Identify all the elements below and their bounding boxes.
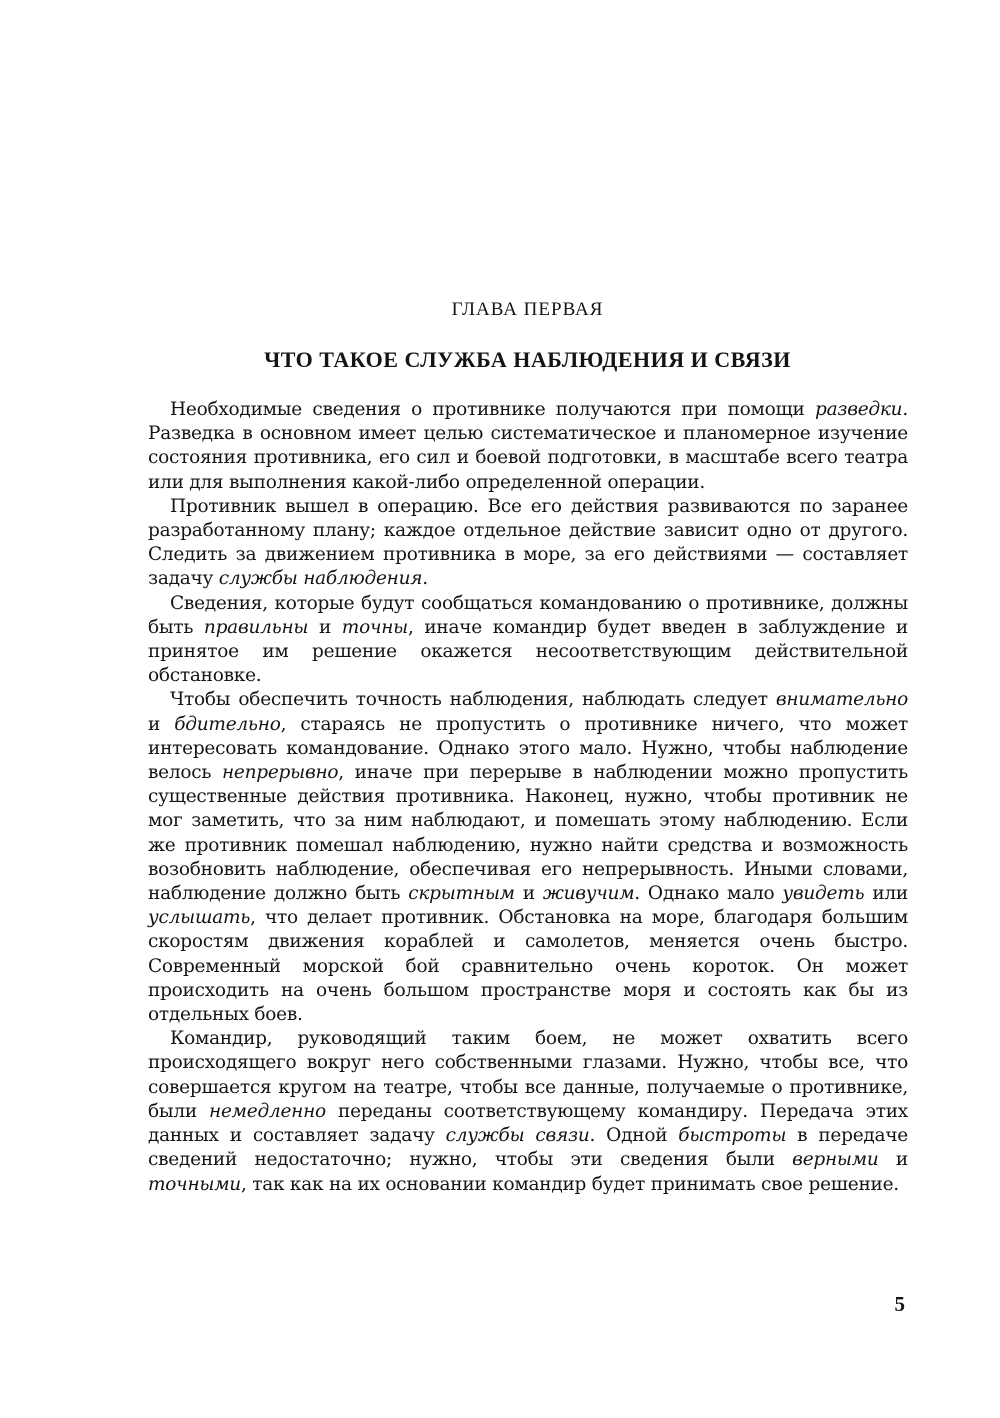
text-run: или xyxy=(864,883,909,905)
text-run: в передаче сведений недостаточно; нужно, чтобы эти сведения были xyxy=(148,1125,908,1171)
page-number: 5 xyxy=(894,1292,905,1316)
text-run: , иначе при перерыве в наблюдении можно пропустить существенные действия противника. Наконец, нужно, чтобы противник не мог заметить, что за ним наблюдают, и помешать этому наблюдению. Если же противник помешал наблюдению, нужно найти средства и возможность возобновить наблюдение, обеспечивая его непрерывность. Иными словами, наблюдение должно быть xyxy=(148,762,908,905)
emphasized-text: увидеть xyxy=(782,883,865,905)
emphasized-text: точными xyxy=(148,1173,241,1195)
text-run: и xyxy=(878,1149,908,1171)
chapter-label: ГЛАВА ПЕРВАЯ xyxy=(451,299,604,320)
emphasized-text: службы связи xyxy=(445,1125,590,1147)
text-run: . xyxy=(422,568,428,590)
text-run: , иначе командир будет введен в заблуждение и принятое им решение окажется несоответствующим действительной обстановке. xyxy=(148,616,908,687)
emphasized-text: услышать xyxy=(148,907,251,929)
emphasized-text: внимательно xyxy=(775,689,908,711)
chapter-body xyxy=(148,398,908,1197)
text-run: . Разведка в основном имеет целью систематическое и планомерное изучение состояния противника, его сил и боевой подготовки, в масштабе всего театра или для выполнения какой-либо определенной операции. xyxy=(148,399,908,493)
paragraph xyxy=(148,688,908,1027)
text-run: . Однако мало xyxy=(634,883,783,905)
text-run: и xyxy=(308,616,342,638)
emphasized-text: немедленно xyxy=(209,1100,326,1122)
text-run: Командир, руководящий таким боем, не может охватить всего происходящего вокруг него собственными глазами. Нужно, чтобы все, что совершается кругом на театре, чтобы все данные, получаемые о противнике, были xyxy=(148,1028,908,1122)
text-run: , что делает противник. Обстановка на море, благодаря большим скоростям движения кораблей и самолетов, меняется очень быстро. Современный морской бой сравнительно очень короток. Он может происходить на очень большом пространстве моря и состоять как бы из отдельных боев. xyxy=(148,907,908,1026)
emphasized-text: правильны xyxy=(203,616,309,638)
emphasized-text: службы наблюдения xyxy=(218,568,423,590)
emphasized-text: быстроты xyxy=(678,1125,787,1147)
paragraph xyxy=(148,495,908,592)
text-run: , стараясь не пропустить о противнике ничего, что может интересовать командование. Однако этого мало. Нужно, чтобы наблюдение велось xyxy=(148,713,908,784)
text-run: Сведения, которые будут сообщаться командованию о противнике, должны быть xyxy=(148,592,908,638)
emphasized-text: верными xyxy=(792,1149,879,1171)
paragraph xyxy=(148,398,908,495)
emphasized-text: непрерывно xyxy=(221,762,339,784)
text-run: . Одной xyxy=(589,1125,679,1147)
text-run: Необходимые сведения о противнике получаются при помощи xyxy=(170,399,815,420)
emphasized-text: разведки xyxy=(814,399,903,420)
emphasized-text: скрытным xyxy=(408,883,515,905)
text-run: и xyxy=(514,883,543,905)
emphasized-text: живучим xyxy=(542,883,635,905)
emphasized-text: бдительно xyxy=(174,713,281,735)
text-run: и xyxy=(148,713,175,735)
text-run: переданы соответствующему командиру. Передача этих данных и составляет задачу xyxy=(148,1100,908,1147)
text-run: , так как на их основании командир будет принимать свое решение. xyxy=(240,1173,899,1195)
chapter-title: ЧТО ТАКОЕ СЛУЖБА НАБЛЮДЕНИЯ И СВЯЗИ xyxy=(264,347,791,372)
text-run: Противник вышел в операцию. Все его действия развиваются по заранее разработанному плану; каждое отдельное действие зависит одно от другого. Следить за движением противника в море, за его действиями — составляет задачу xyxy=(148,495,908,590)
text-run: Чтобы обеспечить точность наблюдения, наблюдать следует xyxy=(170,689,776,711)
paragraph xyxy=(148,592,908,689)
paragraph xyxy=(148,1027,908,1196)
emphasized-text: точны xyxy=(341,616,408,638)
